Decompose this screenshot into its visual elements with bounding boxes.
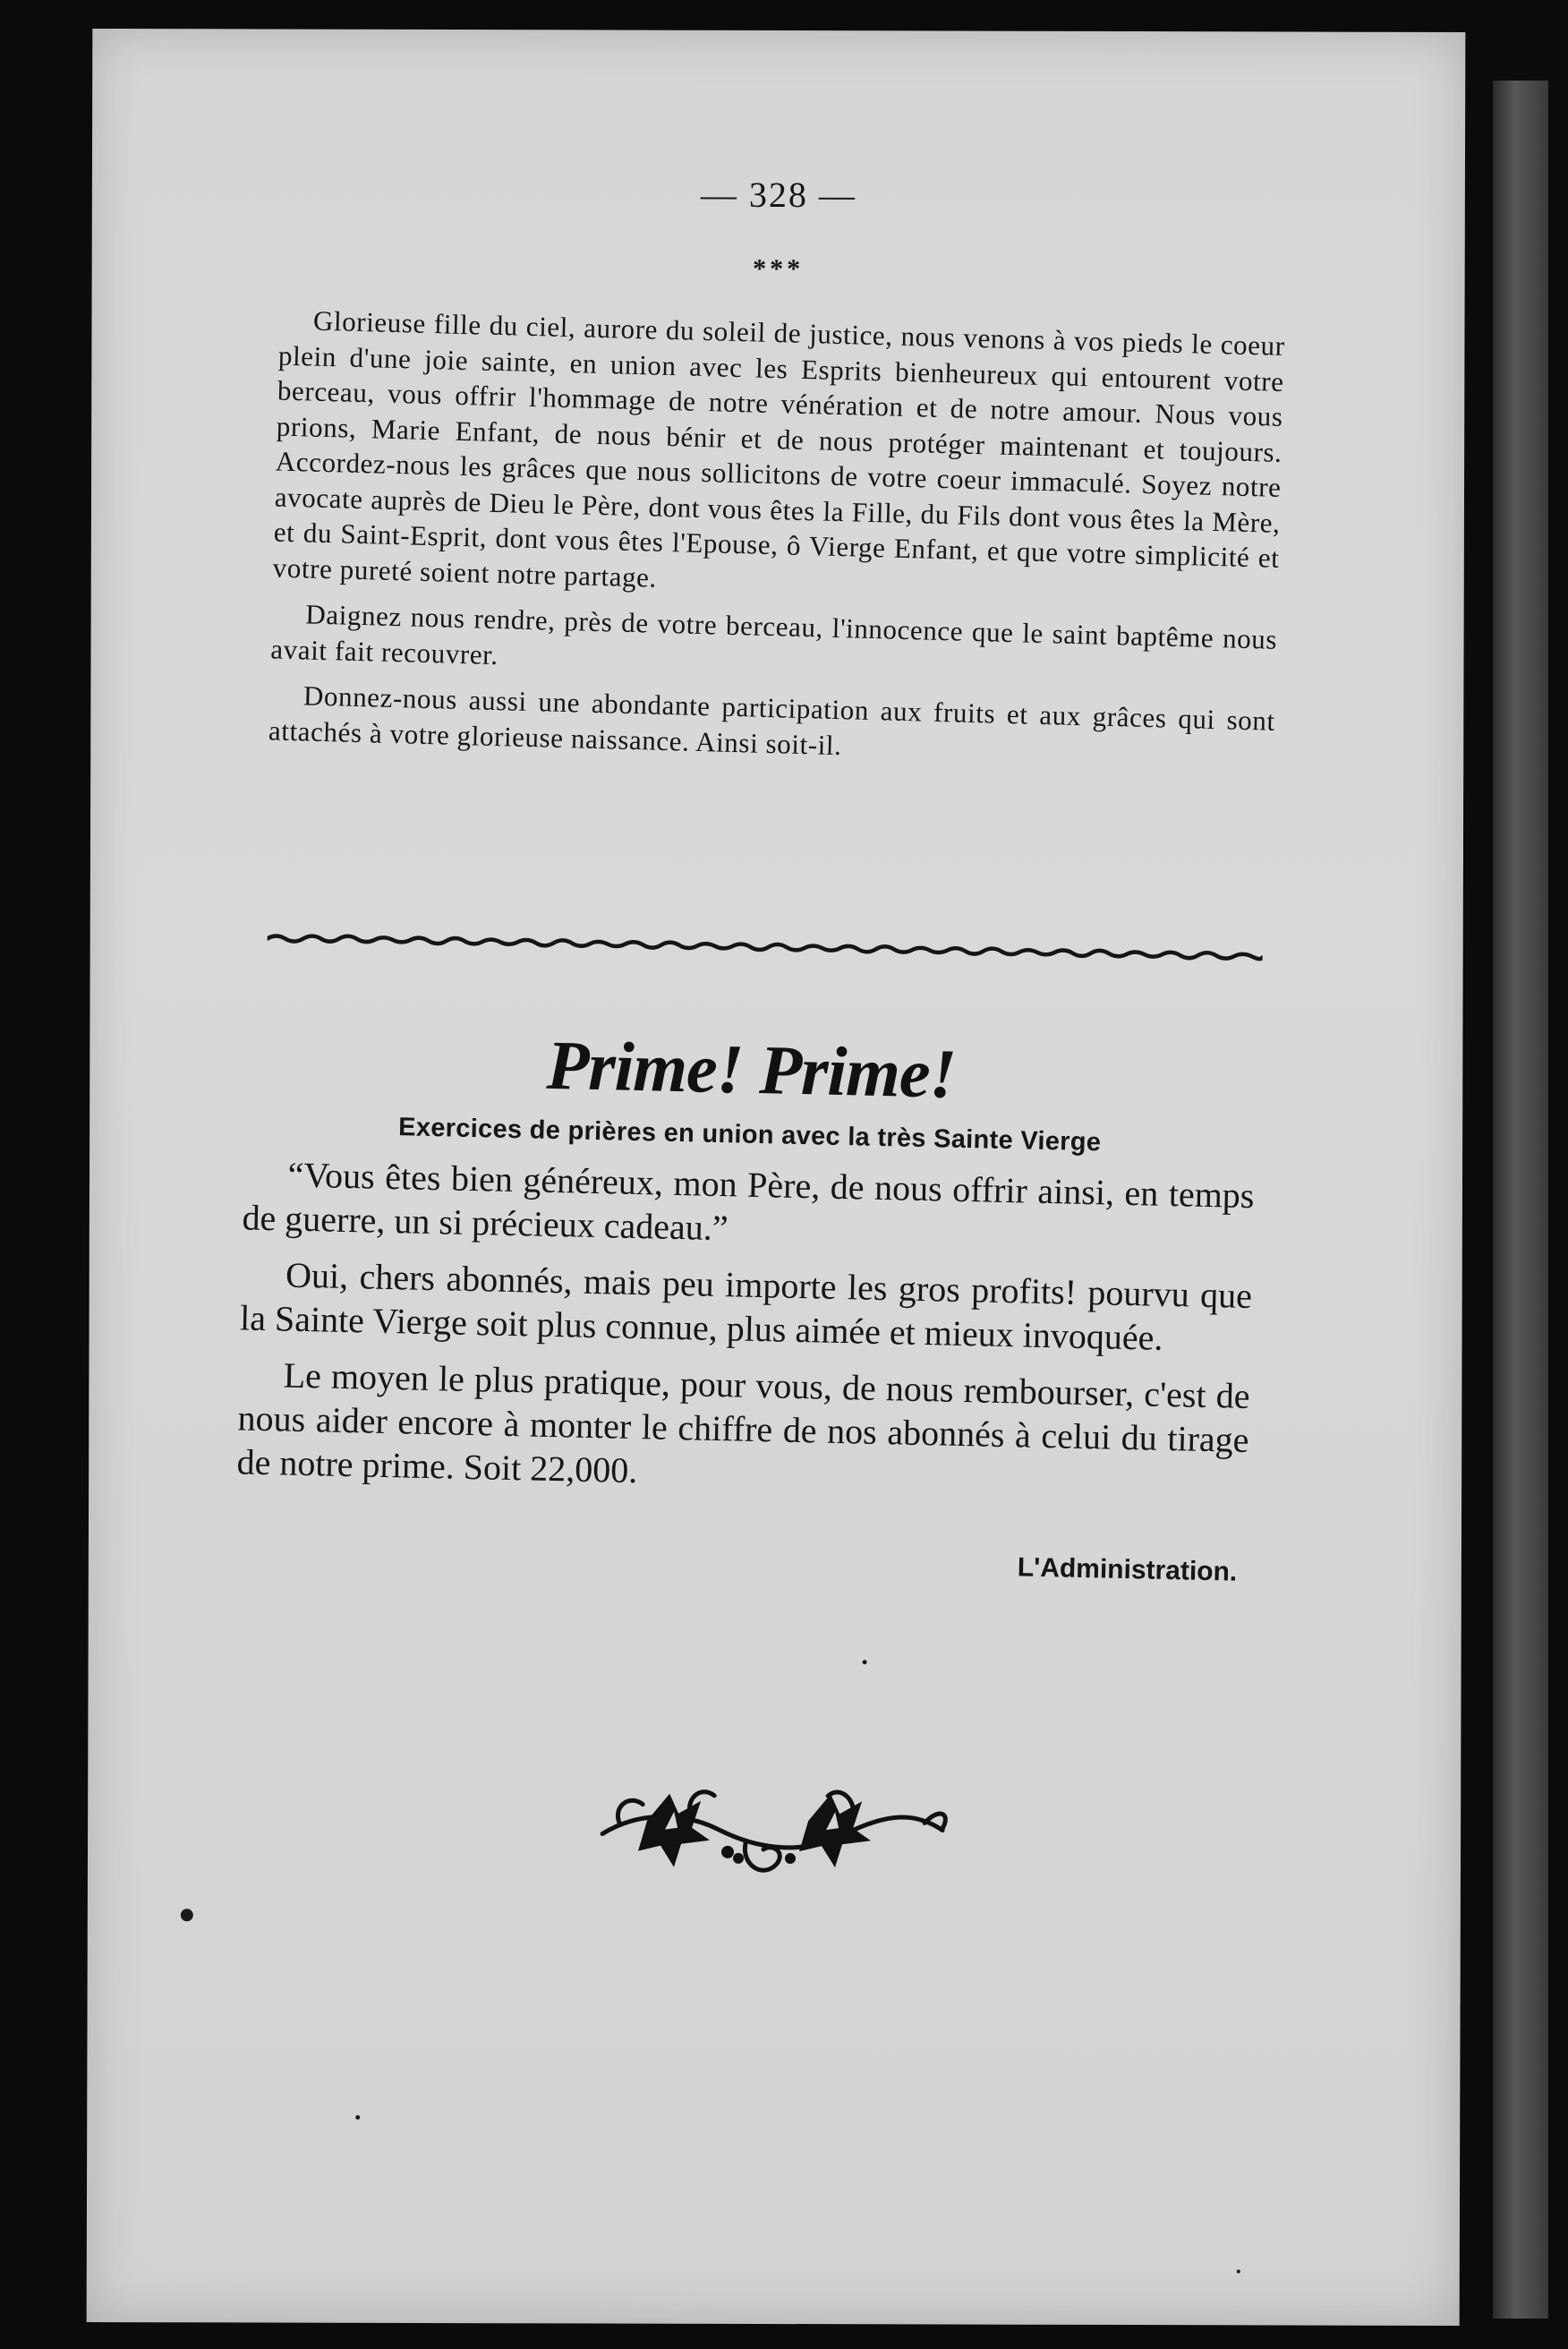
scan-speck	[181, 1909, 193, 1921]
prime-paragraph: “Vous êtes bien généreux, mon Père, de nous offrir ainsi, en temps de guerre, un si précieux cadeau.”	[242, 1154, 1255, 1249]
prime-subtitle: Exercices de prières en union avec la très Sainte Vierge	[397, 1113, 1102, 1157]
book-page	[87, 29, 1466, 2326]
page-number: — 328 —	[700, 174, 856, 216]
prime-paragraph: Le moyen le plus pratique, pour vous, de nous rembourser, c'est de nous aider encore à monter le chiffre de nos abonnés à celui du tirage de notre prime. Soit 22,000.	[236, 1354, 1251, 1491]
section-asterism: ***	[753, 253, 805, 285]
prime-title: Prime! Prime!	[545, 1025, 957, 1113]
scan-speck	[863, 1660, 867, 1664]
prayer-paragraph: Donnez-nous aussi une abondante participation aux fruits et aux grâces qui sont attachés à votre glorieuse naissance. Ainsi soit-il.	[268, 679, 1276, 761]
scan-speck	[1237, 2269, 1240, 2273]
prayer-paragraph: Glorieuse fille du ciel, aurore du soleil de justice, nous venons à vos pieds le coeur plein d'une joie sainte, en union avec les Esprits bienheureux qui entourent votre berceau, vous offrir l'hommage de notre vénération et de notre amour. Nous vous prions, Marie Enfant, de nous bénir et de nous protéger maintenant et toujours. Accordez-nous les grâces que nous sollicitons de votre coeur immaculé. Soyez notre avocate auprès de Dieu le Père, dont vous êtes la Fille, du Fils dont vous êtes la Mère, et du Saint-Esprit, dont vous êtes l'Epouse, ô Vierge Enfant, et que votre simplicité et votre pureté soient notre partage.	[272, 304, 1286, 594]
wavy-divider-rule	[268, 921, 1263, 978]
signature: L'Administration.	[1017, 1552, 1238, 1587]
prayer-paragraph: Daignez nous rendre, près de votre berceau, l'innocence que le saint baptême nous avait fait recouvrer.	[269, 598, 1278, 671]
prime-paragraph: Oui, chers abonnés, mais peu importe les gros profits! pourvu que la Sainte Vierge soit plus connue, plus aimée et mieux invoquée.	[239, 1254, 1253, 1358]
scan-speck	[355, 2115, 360, 2120]
prayer-text	[268, 303, 1286, 774]
adjacent-page-edge	[1493, 81, 1548, 2319]
prime-announcement	[234, 1018, 1257, 1588]
vine-leaf-ornament-icon	[584, 1757, 960, 1892]
